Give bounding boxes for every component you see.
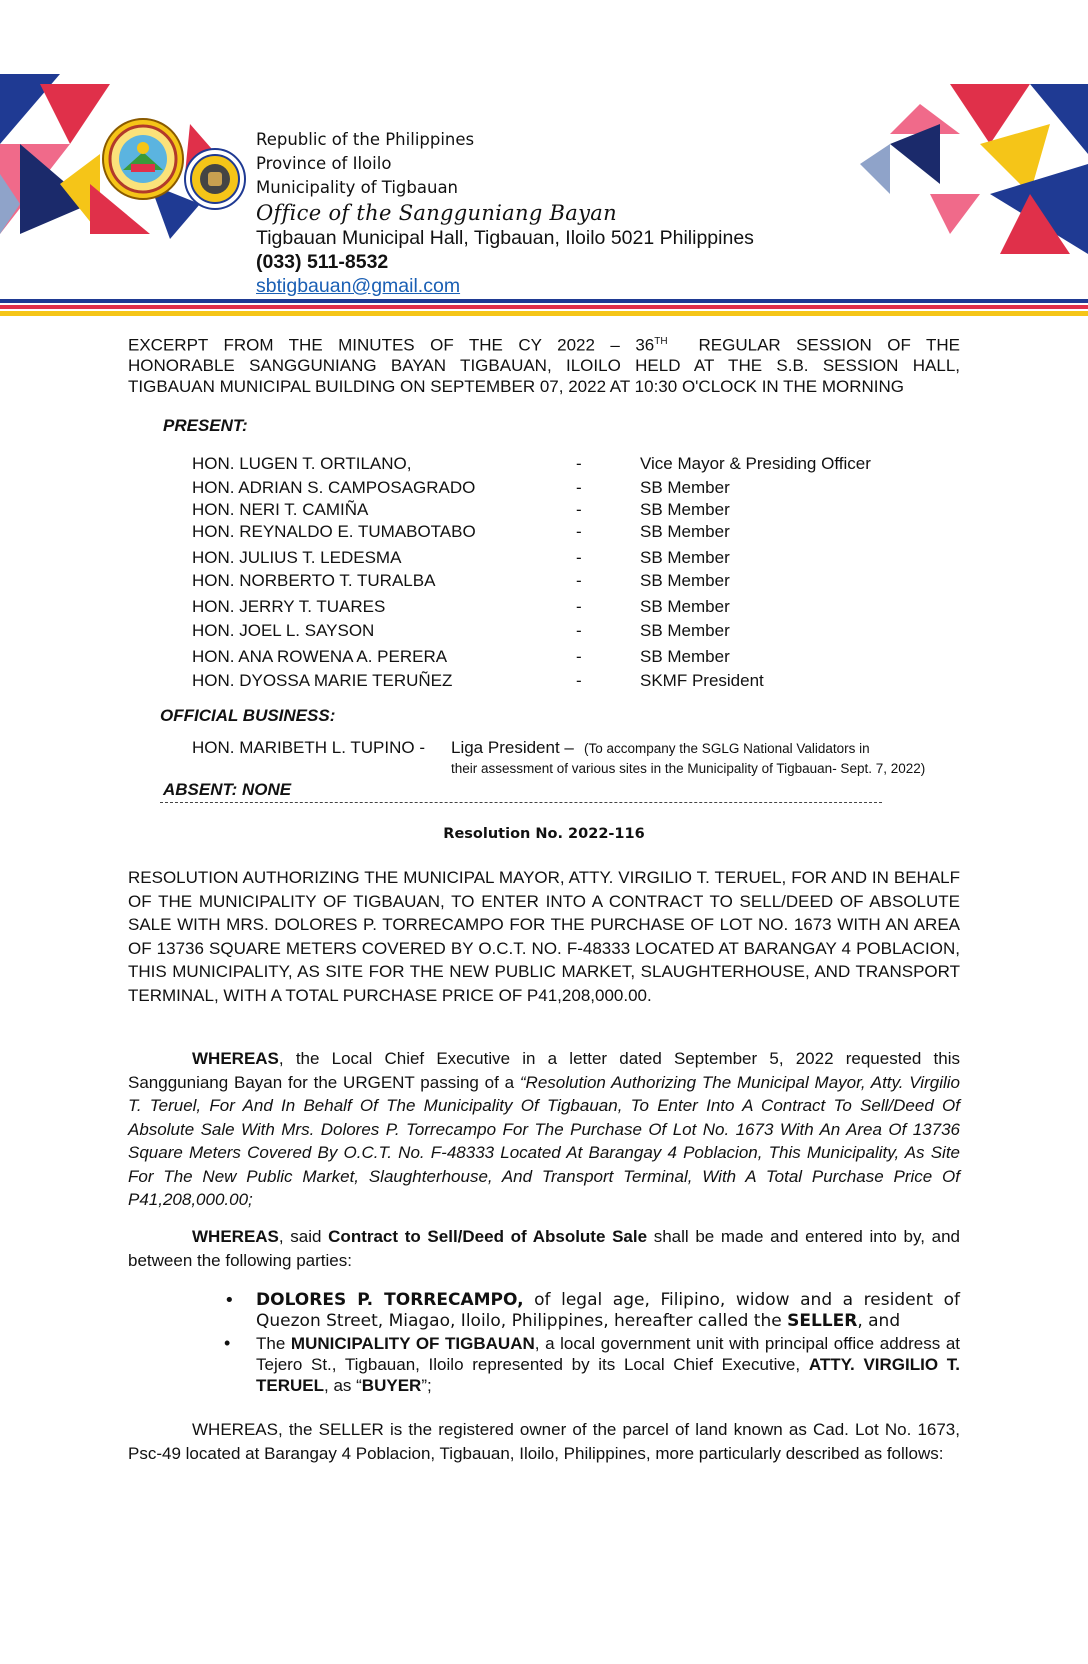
municipality-line: Municipality of Tigbauan <box>256 178 459 197</box>
official-business-heading: OFFICIAL BUSINESS: <box>160 706 336 725</box>
resolution-number: Resolution No. 2022-116 <box>443 826 645 842</box>
member-name: HON. NERI T. CAMIÑA <box>192 500 369 519</box>
member-separator: - <box>576 522 582 541</box>
member-name: HON. NORBERTO T. TURALBA <box>192 571 436 590</box>
member-role: SB Member <box>640 522 730 541</box>
member-name: HON. REYNALDO E. TUMABOTABO <box>192 522 476 541</box>
whereas-urgent-request: WHEREAS, the Local Chief Executive in a letter dated September 5, 2022 requested this Sangguniang Bayan for the URGENT passing of a “Resolution Authorizing The Municipal Mayor, Atty. Virgilio T. Teruel, For And In Behalf Of The Municipality Of Tigbauan, To Enter Into A Contract To Sell/Deed Of Absolute Sale With Mrs. Dolores P. Torrecampo For The Purchase Of Lot No. 1673 With An Area Of 13736 Square Meters Covered By O.C.T. No. F-48333 Located At Barangay 4 Poblacion, This Municipality, As Site For The New Public Market, Slaughterhouse, And Transport Terminal, With A Total Purchase Price Of P41,208,000.00; <box>128 1049 960 1209</box>
excerpt-line-1: EXCERPT FROM THE MINUTES OF THE CY 2022 – 36TH REGULAR SESSION OF THE <box>128 335 960 355</box>
excerpt-heading <box>128 332 960 397</box>
member-role: SB Member <box>640 500 730 519</box>
list-item-seller: • DOLORES P. TORRECAMPO, of legal age, Filipino, widow and a resident of Quezon Street, Miagao, Iloilo, Philippines, hereafter called the SELLER, and <box>218 1290 960 1332</box>
sangguniang-bayan-seal-logo <box>184 148 246 210</box>
member-role: Vice Mayor & Presiding Officer <box>640 454 871 473</box>
section-divider <box>160 802 882 803</box>
member-name: HON. JERRY T. TUARES <box>192 597 386 616</box>
member-role: SB Member <box>640 548 730 567</box>
office-email-link[interactable]: sbtigbauan@gmail.com <box>256 275 461 297</box>
member-role: SB Member <box>640 647 730 666</box>
province-line: Province of Iloilo <box>256 154 392 173</box>
member-separator: - <box>576 647 582 666</box>
member-role: SB Member <box>640 478 730 497</box>
present-heading: PRESENT: <box>163 416 248 435</box>
official-business-note-2: their assessment of various sites in the Municipality of Tigbauan- Sept. 7, 2022) <box>451 761 926 776</box>
whereas-contract-parties: WHEREAS, said Contract to Sell/Deed of Absolute Sale shall be made and entered into by, and between the following parties: <box>128 1227 960 1270</box>
header-stripe-navy <box>0 299 1088 303</box>
member-name: HON. JOEL L. SAYSON <box>192 621 375 640</box>
member-role: SKMF President <box>640 671 764 690</box>
official-business-role: Liga President – <box>451 738 574 757</box>
member-separator: - <box>576 500 582 519</box>
member-separator: - <box>576 548 582 567</box>
absent-line: ABSENT: NONE <box>163 780 292 799</box>
member-separator: - <box>576 454 582 473</box>
member-role: SB Member <box>640 597 730 616</box>
member-separator: - <box>576 621 582 640</box>
member-separator: - <box>576 571 582 590</box>
list-item-buyer: • The MUNICIPALITY OF TIGBAUAN, a local government unit with principal office address at Tejero St., Tigbauan, Iloilo represented by its Local Chief Executive, ATTY. VIRGILIO T. TERUEL, as “BUYER”; <box>218 1333 960 1396</box>
letterhead <box>256 128 754 298</box>
whereas-seller-owner: WHEREAS, the SELLER is the registered owner of the parcel of land known as Cad. Lot No. 1673, Psc-49 located at Barangay 4 Poblacion, Tigbauan, Iloilo, Philippines, more particularly described as follows: <box>128 1420 960 1463</box>
office-phone: (033) 511-8532 <box>256 251 389 273</box>
member-name: HON. ANA ROWENA A. PERERA <box>192 647 448 666</box>
member-name: HON. JULIUS T. LEDESMA <box>192 548 402 567</box>
header-stripe-red <box>0 305 1088 309</box>
member-name: HON. DYOSSA MARIE TERUÑEZ <box>192 671 453 690</box>
member-name: HON. ADRIAN S. CAMPOSAGRADO <box>192 478 476 497</box>
member-name: HON. LUGEN T. ORTILANO, <box>192 454 412 473</box>
country-line: Republic of the Philippines <box>256 130 475 149</box>
office-name: Office of the Sangguniang Bayan <box>256 201 617 225</box>
resolution-title: RESOLUTION AUTHORIZING THE MUNICIPAL MAYOR, ATTY. VIRGILIO T. TERUEL, FOR AND IN BEHALF OF THE MUNICIPALITY OF TIGBAUAN, TO ENTER INTO A CONTRACT TO SELL/DEED OF ABSOLUTE SALE WITH MRS. DOLORES P. TORRECAMPO FOR THE PURCHASE OF LOT NO. 1673 WITH AN AREA OF 13736 SQUARE METERS COVERED BY O.C.T. NO. F-48333 LOCATED AT BARANGAY 4 POBLACION, THIS MUNICIPALITY, AS SITE FOR THE NEW PUBLIC MARKET, SLAUGHTERHOUSE, AND TRANSPORT TERMINAL, WITH A TOTAL PURCHASE PRICE OF P41,208,000.00. <box>128 868 960 1005</box>
official-business-name: HON. MARIBETH L. TUPINO - <box>192 738 425 757</box>
member-role: SB Member <box>640 621 730 640</box>
member-separator: - <box>576 671 582 690</box>
member-separator: - <box>576 478 582 497</box>
member-separator: - <box>576 597 582 616</box>
municipality-seal-logo <box>102 118 184 200</box>
parties-list <box>218 1290 960 1396</box>
member-role: SB Member <box>640 571 730 590</box>
official-business-note-1: (To accompany the SGLG National Validators in <box>584 741 870 756</box>
right-geometric-banner <box>830 84 1088 274</box>
excerpt-line-2: HONORABLE SANGGUNIANG BAYAN TIGBAUAN, ILOILO HELD AT THE S.B. SESSION HALL, <box>128 356 960 376</box>
excerpt-line-3: TIGBAUAN MUNICIPAL BUILDING ON SEPTEMBER 07, 2022 AT 10:30 O'CLOCK IN THE MORNING <box>128 376 905 396</box>
header-stripe-yellow <box>0 311 1088 316</box>
office-address: Tigbauan Municipal Hall, Tigbauan, Iloilo 5021 Philippines <box>256 227 754 249</box>
